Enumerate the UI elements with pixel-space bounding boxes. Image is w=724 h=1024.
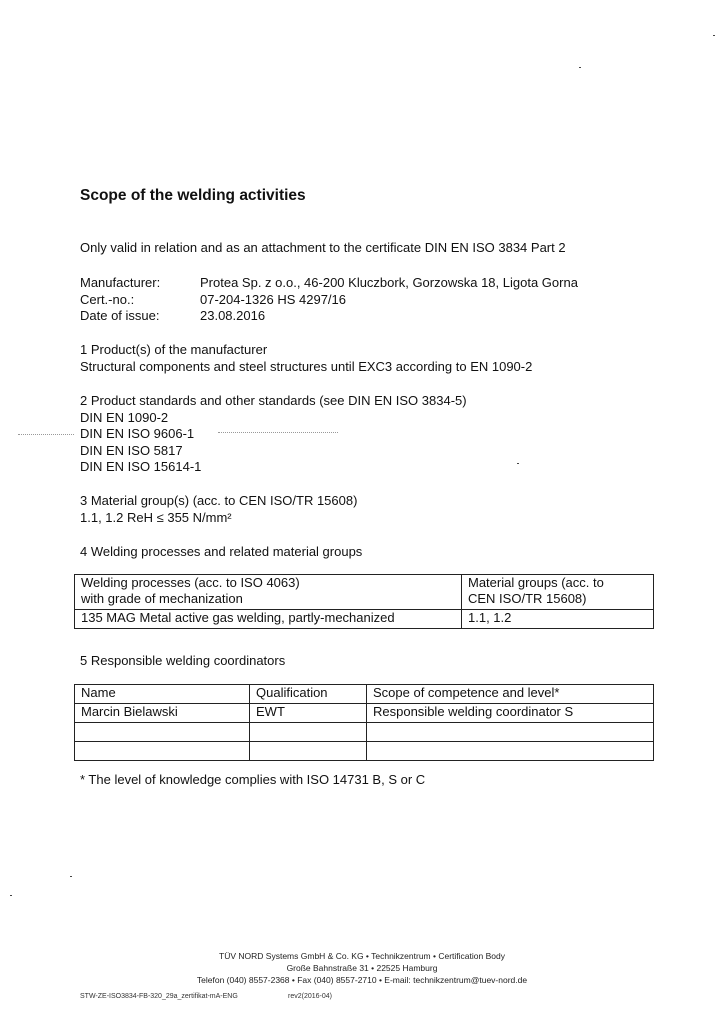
scan-speck: [713, 35, 715, 36]
date-of-issue-value: 23.08.2016: [200, 308, 266, 323]
section5-heading: 5 Responsible welding coordinators: [80, 653, 286, 668]
scan-speck: [517, 463, 519, 464]
footer-line-address: Große Bahnstraße 31 • 22525 Hamburg: [286, 963, 438, 973]
revision-code: rev2(2016-04): [288, 993, 332, 1000]
coordinators-table: [74, 684, 654, 761]
footer-line-company: TÜV NORD Systems GmbH & Co. KG • Technikzentrum • Certification Body: [219, 951, 505, 961]
standard-item: DIN EN 1090-2: [80, 410, 169, 425]
section4-heading: 4 Welding processes and related material groups: [80, 544, 363, 559]
section3-heading: 3 Material group(s) (acc. to CEN ISO/TR 15608): [80, 493, 358, 508]
table-cell: [250, 742, 367, 761]
process-header-line2: with grade of mechanization: [81, 591, 243, 606]
cert-no-label: Cert.-no.:: [80, 292, 135, 307]
table-header-cell: Name: [75, 685, 250, 704]
standard-item: DIN EN ISO 15614-1: [80, 459, 202, 474]
scan-speck: [579, 67, 581, 68]
groups-header-line2: CEN ISO/TR 15608): [468, 591, 587, 606]
cert-no-value: 07-204-1326 HS 4297/16: [200, 292, 347, 307]
page-title: Scope of the welding activities: [80, 187, 306, 204]
table-header-cell: Qualification: [250, 685, 367, 704]
table-cell: [367, 742, 654, 761]
table-cell: [250, 723, 367, 742]
welding-processes-table: [74, 574, 654, 629]
table-row: [75, 610, 654, 629]
section1-text: Structural components and steel structures until EXC3 according to EN 1090-2: [80, 359, 533, 374]
table-cell: 135 MAG Metal active gas welding, partly-mechanized: [75, 610, 462, 629]
table-header-cell: [75, 575, 462, 610]
table-row: [75, 723, 654, 742]
table-cell: 1.1, 1.2: [462, 610, 654, 629]
table-cell: Marcin Bielawski: [75, 704, 250, 723]
footer-line-contact: Telefon (040) 8557-2368 • Fax (040) 8557-2710 • E-mail: technikzentrum@tuev-nord.de: [196, 975, 528, 985]
intro-text: Only valid in relation and as an attachment to the certificate DIN EN ISO 3834 Part 2: [80, 240, 566, 255]
footnote: * The level of knowledge complies with ISO 14731 B, S or C: [80, 772, 426, 787]
table-header-row: [75, 575, 654, 610]
section2-heading: 2 Product standards and other standards (see DIN EN ISO 3834-5): [80, 393, 467, 408]
table-cell: [75, 742, 250, 761]
table-header-cell: [462, 575, 654, 610]
section3-text: 1.1, 1.2 ReH ≤ 355 N/mm²: [80, 510, 232, 525]
standard-item: DIN EN ISO 5817: [80, 443, 183, 458]
table-cell: [367, 723, 654, 742]
scan-speck: [10, 895, 12, 896]
section1-heading: 1 Product(s) of the manufacturer: [80, 342, 268, 357]
process-header-line1: Welding processes (acc. to ISO 4063): [81, 575, 300, 590]
date-of-issue-label: Date of issue:: [80, 308, 160, 323]
table-row: [75, 704, 654, 723]
table-header-row: [75, 685, 654, 704]
standard-item: DIN EN ISO 9606-1: [80, 426, 195, 441]
table-header-cell: Scope of competence and level*: [367, 685, 654, 704]
manufacturer-value: Protea Sp. z o.o., 46-200 Kluczbork, Gorzowska 18, Ligota Gorna: [200, 275, 578, 290]
groups-header-line1: Material groups (acc. to: [468, 575, 604, 590]
table-row: [75, 742, 654, 761]
scan-dotted-line: [218, 432, 338, 433]
scan-speck: [70, 876, 72, 877]
table-cell: EWT: [250, 704, 367, 723]
table-cell: [75, 723, 250, 742]
manufacturer-label: Manufacturer:: [80, 275, 161, 290]
scan-dotted-line: [18, 434, 74, 435]
document-code: STW-ZE-ISO3834-FB-320_29a_zertifikat-mA-ENG: [80, 993, 238, 1000]
table-cell: Responsible welding coordinator S: [367, 704, 654, 723]
